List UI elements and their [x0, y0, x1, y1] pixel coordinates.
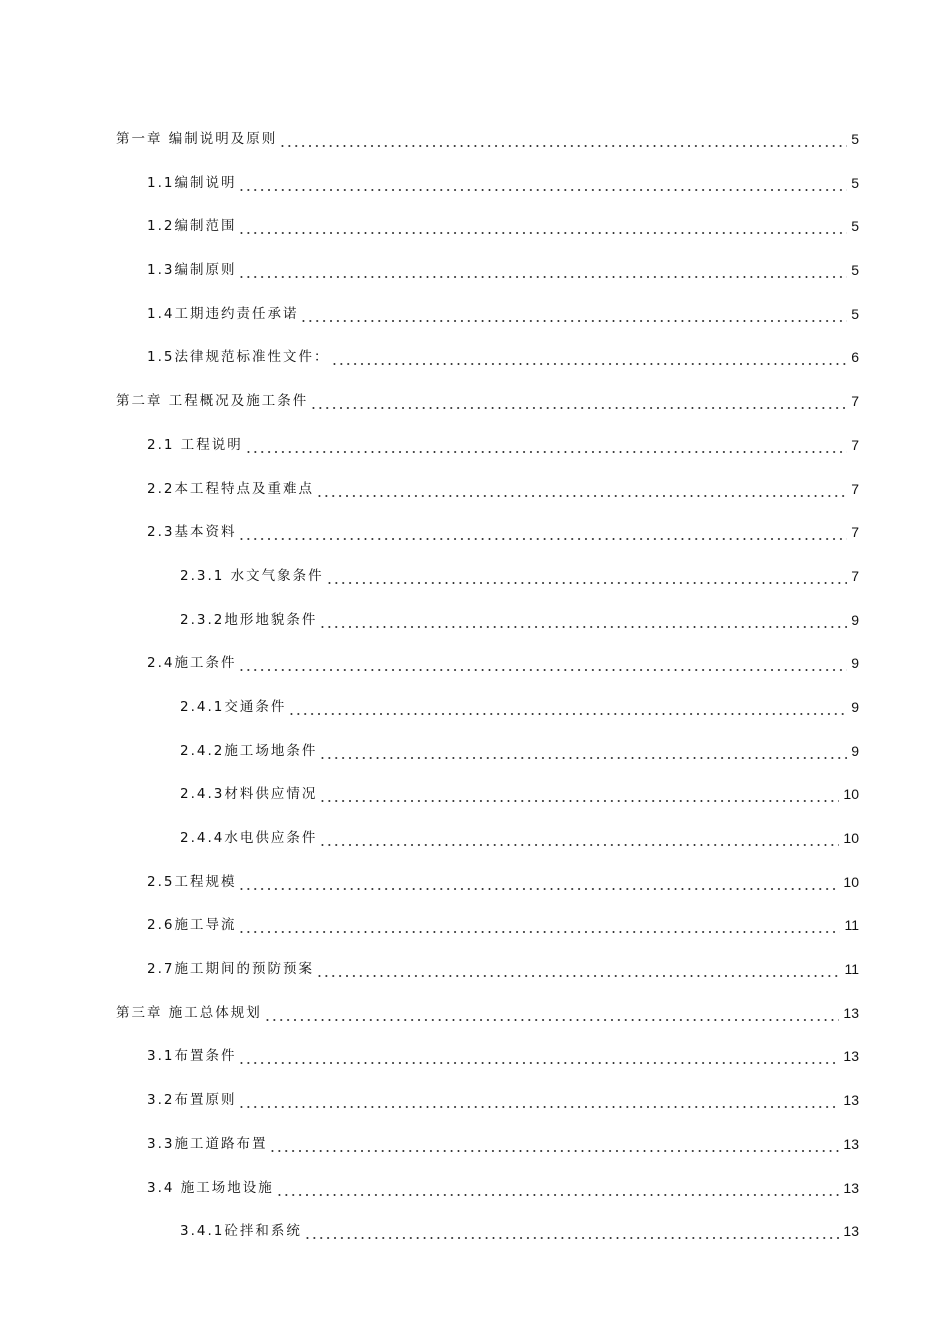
toc-entry[interactable] — [0, 814, 950, 858]
dot-leader — [316, 479, 847, 499]
toc-entry-page-number[interactable]: 7 — [851, 567, 859, 584]
toc-entry-page-number[interactable]: 5 — [851, 131, 859, 147]
toc-entry-line — [147, 479, 859, 499]
toc-entry-title[interactable]: 2.4.1交通条件 — [180, 698, 287, 715]
toc-entry[interactable] — [0, 1032, 950, 1076]
toc-entry[interactable] — [0, 115, 950, 159]
dot-leader — [319, 828, 839, 848]
toc-entry[interactable] — [0, 596, 950, 640]
toc-entry-title[interactable]: 第三章 施工总体规划 — [116, 1004, 262, 1021]
toc-entry-page-number[interactable]: 5 — [851, 305, 859, 322]
toc-entry-line — [147, 1134, 859, 1154]
toc-entry-title[interactable]: 2.6施工导流 — [147, 917, 237, 934]
toc-entry-title[interactable]: 2.4.4水电供应条件 — [180, 830, 318, 846]
toc-entry-line — [147, 872, 859, 892]
toc-entry[interactable] — [0, 421, 950, 465]
toc-entry[interactable] — [0, 246, 950, 290]
toc-entry[interactable] — [0, 727, 950, 771]
toc-entry[interactable] — [0, 901, 950, 945]
toc-entry-title[interactable]: 2.3基本资料 — [147, 524, 237, 541]
toc-entry-title[interactable]: 2.7施工期间的预防预案 — [147, 961, 314, 978]
toc-entry-line — [147, 304, 859, 324]
dot-leader — [238, 1046, 839, 1066]
toc-entry-page-number[interactable]: 10 — [843, 873, 859, 890]
toc-entry-title[interactable]: 第一章 编制说明及原则 — [116, 131, 278, 147]
toc-entry-title[interactable]: 1.1编制说明 — [147, 174, 237, 191]
toc-entry-page-number[interactable]: 7 — [851, 480, 859, 497]
dot-leader — [238, 260, 847, 280]
toc-entry-line — [180, 1221, 859, 1241]
toc-entry[interactable] — [0, 1207, 950, 1251]
table-of-contents — [0, 115, 950, 1251]
dot-leader — [238, 872, 839, 892]
dot-leader — [304, 1221, 840, 1241]
toc-entry-page-number[interactable]: 9 — [851, 611, 859, 628]
toc-entry-page-number[interactable]: 13 — [843, 1179, 859, 1196]
toc-entry-page-number[interactable]: 13 — [843, 1135, 859, 1152]
dot-leader — [269, 1134, 839, 1154]
toc-entry-line — [147, 216, 859, 236]
toc-entry-line — [147, 1090, 859, 1110]
dot-leader — [316, 959, 840, 979]
dot-leader — [238, 653, 847, 673]
toc-entry[interactable] — [0, 858, 950, 902]
toc-entry-title[interactable]: 3.2布置原则 — [147, 1092, 237, 1109]
toc-entry-line — [180, 566, 859, 586]
toc-entry-line — [147, 260, 859, 280]
dot-leader — [319, 741, 847, 761]
toc-entry-line — [116, 129, 859, 149]
toc-entry[interactable] — [0, 945, 950, 989]
toc-entry-page-number[interactable]: 10 — [843, 786, 859, 803]
toc-entry[interactable] — [0, 290, 950, 334]
toc-entry-page-number[interactable]: 7 — [851, 393, 859, 410]
dot-leader — [331, 347, 847, 367]
toc-entry-title[interactable]: 1.5法律规范标准性文件： — [147, 349, 330, 366]
toc-entry[interactable] — [0, 465, 950, 509]
toc-entry-page-number[interactable]: 5 — [851, 262, 859, 279]
toc-entry-line — [147, 347, 859, 367]
toc-entry-page-number[interactable]: 11 — [844, 961, 859, 978]
toc-entry-line — [147, 522, 859, 542]
toc-entry-line — [180, 610, 859, 630]
toc-entry-title[interactable]: 1.4工期违约责任承诺 — [147, 305, 299, 322]
toc-entry-page-number[interactable]: 13 — [843, 1092, 859, 1109]
toc-entry[interactable] — [0, 202, 950, 246]
toc-entry-title[interactable]: 3.1布置条件 — [147, 1048, 237, 1065]
dot-leader — [238, 915, 840, 935]
dot-leader — [245, 435, 847, 455]
toc-entry[interactable] — [0, 1120, 950, 1164]
toc-entry[interactable] — [0, 508, 950, 552]
dot-leader — [288, 697, 847, 717]
toc-entry-page-number[interactable]: 9 — [851, 742, 859, 759]
toc-entry-line — [180, 828, 859, 848]
toc-entry-page-number[interactable]: 7 — [851, 524, 859, 541]
toc-entry-title[interactable]: 2.1 工程说明 — [147, 436, 243, 453]
toc-entry-title[interactable]: 2.4施工条件 — [147, 655, 237, 672]
toc-entry-page-number[interactable]: 10 — [843, 830, 859, 846]
toc-entry-page-number[interactable]: 11 — [844, 917, 859, 934]
toc-entry-title[interactable]: 2.3.1 水文气象条件 — [180, 567, 324, 584]
toc-entry[interactable] — [0, 683, 950, 727]
dot-leader — [276, 1178, 840, 1198]
toc-entry-page-number[interactable]: 5 — [851, 218, 859, 235]
toc-entry[interactable] — [0, 639, 950, 683]
dot-leader — [326, 566, 848, 586]
toc-entry-line — [180, 697, 859, 717]
toc-entry[interactable] — [0, 770, 950, 814]
dot-leader — [300, 304, 847, 324]
toc-entry-line — [147, 173, 859, 193]
toc-entry-line — [147, 1046, 859, 1066]
toc-entry-line — [147, 1178, 859, 1198]
toc-entry-page-number[interactable]: 9 — [851, 655, 859, 672]
toc-entry-title[interactable]: 1.2编制范围 — [147, 218, 237, 235]
toc-entry[interactable] — [0, 1076, 950, 1120]
toc-entry-line — [116, 1003, 859, 1023]
toc-entry[interactable] — [0, 377, 950, 421]
toc-entry-page-number[interactable]: 9 — [851, 698, 859, 715]
toc-entry[interactable] — [0, 159, 950, 203]
toc-entry-line — [147, 915, 859, 935]
dot-leader — [279, 129, 847, 149]
toc-entry-title[interactable]: 第二章 工程概况及施工条件 — [116, 393, 309, 410]
toc-entry-page-number[interactable]: 13 — [843, 1004, 859, 1021]
dot-leader — [238, 522, 847, 542]
toc-entry-title[interactable]: 2.4.3材料供应情况 — [180, 786, 318, 803]
toc-entry-page-number[interactable]: 7 — [851, 436, 859, 453]
toc-entry-line — [147, 959, 859, 979]
dot-leader — [310, 391, 847, 411]
toc-entry-page-number[interactable]: 13 — [843, 1223, 859, 1240]
toc-entry-page-number[interactable]: 13 — [843, 1048, 859, 1065]
toc-entry-line — [180, 741, 859, 761]
toc-entry-title[interactable]: 2.3.2地形地貌条件 — [180, 611, 318, 628]
toc-entry-title[interactable]: 3.4.1砼拌和系统 — [180, 1223, 302, 1240]
toc-entry-page-number[interactable]: 5 — [851, 174, 859, 191]
dot-leader — [319, 784, 839, 804]
toc-entry-title[interactable]: 1.3编制原则 — [147, 262, 237, 279]
toc-entry[interactable] — [0, 1164, 950, 1208]
dot-leader — [264, 1003, 840, 1023]
toc-entry-line — [147, 653, 859, 673]
toc-entry-page-number[interactable]: 6 — [851, 349, 859, 366]
dot-leader — [238, 173, 847, 193]
toc-entry-title[interactable]: 3.3施工道路布置 — [147, 1135, 268, 1152]
toc-entry[interactable] — [0, 333, 950, 377]
toc-entry[interactable] — [0, 989, 950, 1033]
toc-entry[interactable] — [0, 552, 950, 596]
dot-leader — [319, 610, 847, 630]
dot-leader — [238, 216, 847, 236]
toc-entry-title[interactable]: 2.5工程规模 — [147, 873, 237, 890]
toc-entry-title[interactable]: 2.4.2施工场地条件 — [180, 742, 318, 759]
toc-entry-line — [147, 435, 859, 455]
toc-entry-title[interactable]: 3.4 施工场地设施 — [147, 1179, 274, 1196]
toc-entry-title[interactable]: 2.2本工程特点及重难点 — [147, 480, 314, 497]
toc-entry-line — [180, 784, 859, 804]
dot-leader — [238, 1090, 839, 1110]
toc-entry-line — [116, 391, 859, 411]
